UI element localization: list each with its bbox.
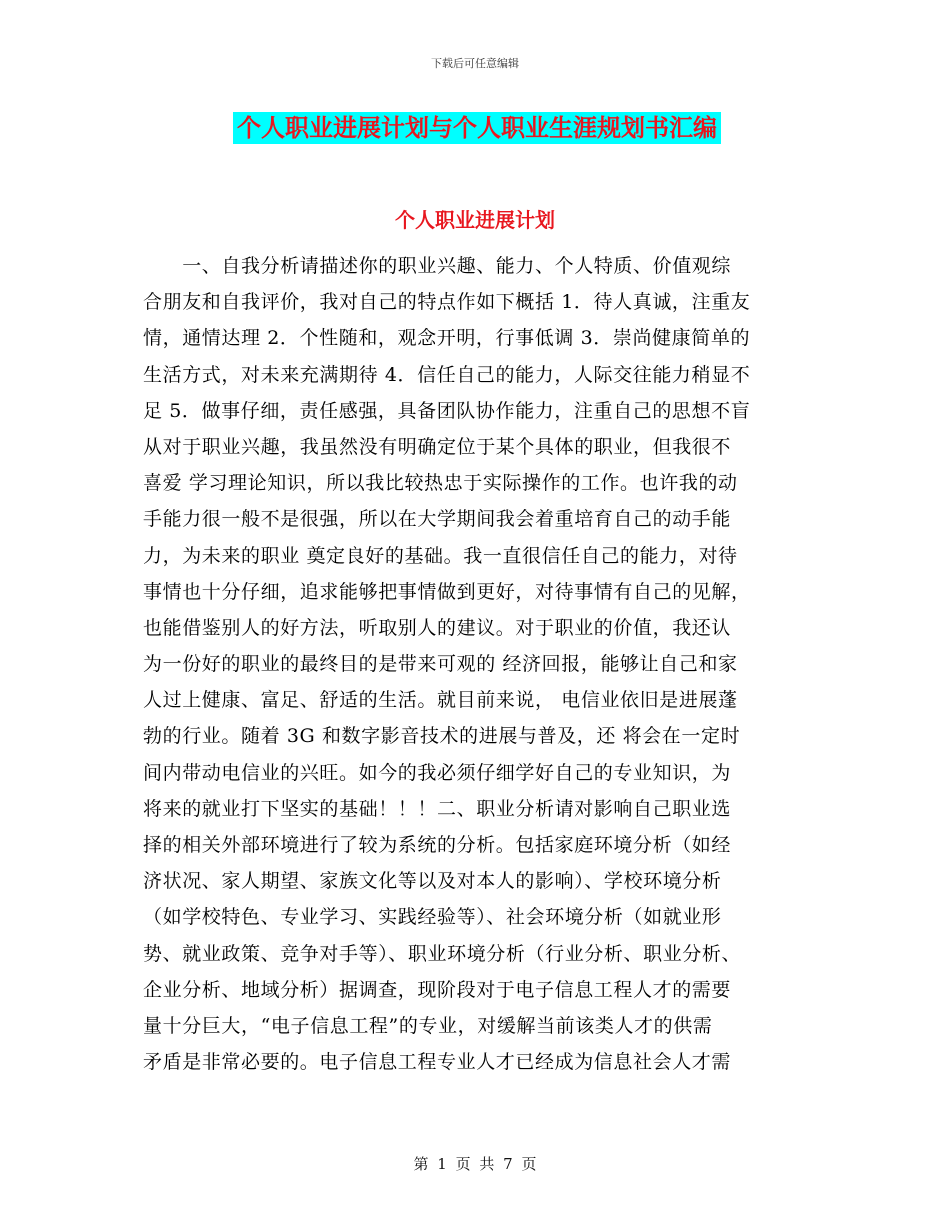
body-line: 生活方式，对未来充满期待 4．信任自己的能力，人际交往能力稍显不 [143,363,751,386]
body-line: 足 5．做事仔细，责任感强，具备团队协作能力，注重自己的思想不盲 [143,399,751,422]
section-title: 个人职业进展计划 [395,208,555,232]
body-line: 也能借鉴别人的好方法，听取别人的建议。对于职业的价值，我还认 [143,616,732,639]
body-line: 人过上健康、富足、舒适的生活。就目前来说， 电信业依旧是进展蓬 [143,689,738,712]
body-line: 勃的行业。随着 3G 和数字影音技术的进展与普及，还 将会在一定时 [143,725,741,748]
document-title: 个人职业进展计划与个人职业生涯规划书汇编 [233,112,721,144]
body-line: 将来的就业打下坚实的基础！！！二、职业分析请对影响自己职业选 [143,797,732,820]
body-line: 间内带动电信业的兴旺。如今的我必须仔细学好自己的专业知识，为 [143,761,732,784]
page-footer: 第 1 页 共 7 页 [413,1155,537,1173]
body-line: （如学校特色、专业学习、实践经验等）、社会环境分析（如就业形 [143,906,722,929]
body-line: 合朋友和自我评价，我对自己的特点作如下概括 1．待人真诚，注重友 [143,291,751,314]
body-line: 情，通情达理 2．个性随和，观念开明，行事低调 3．崇尚健康简单的 [143,327,751,350]
body-line: 势、就业政策、竞争对手等）、职业环境分析（行业分析、职业分析、 [143,942,742,965]
body-line: 矛盾是非常必要的。电子信息工程专业人才已经成为信息社会人才需 [143,1051,732,1074]
header-note: 下载后可任意编辑 [431,57,519,70]
body-text [143,248,803,1080]
body-line: 济状况、家人期望、家族文化等以及对本人的影响）、学校环境分析 [143,870,722,893]
body-line: 一、自我分析请描述你的职业兴趣、能力、个人特质、价值观综 [143,255,732,277]
body-line: 为一份好的职业的最终目的是带来可观的 经济回报，能够让自己和家 [143,653,738,676]
body-line: 力，为未来的职业 奠定良好的基础。我一直很信任自己的能力，对待 [143,544,738,567]
body-line: 量十分巨大，“电子信息工程”的专业，对缓解当前该类人才的供需 [143,1014,713,1037]
body-line: 从对于职业兴趣，我虽然没有明确定位于某个具体的职业，但我很不 [143,435,732,458]
body-line: 喜爱 学习理论知识，所以我比较热忠于实际操作的工作。也许我的动 [143,472,738,495]
body-line: 择的相关外部环境进行了较为系统的分析。包括家庭环境分析（如经 [143,834,732,856]
body-line: 企业分析、地域分析）据调查，现阶段对于电子信息工程人才的需要 [143,978,732,1001]
body-line: 手能力很一般不是很强，所以在大学期间我会着重培育自己的动手能 [143,508,732,531]
body-line: 事情也十分仔细，追求能够把事情做到更好，对待事情有自己的见解， [143,580,751,603]
